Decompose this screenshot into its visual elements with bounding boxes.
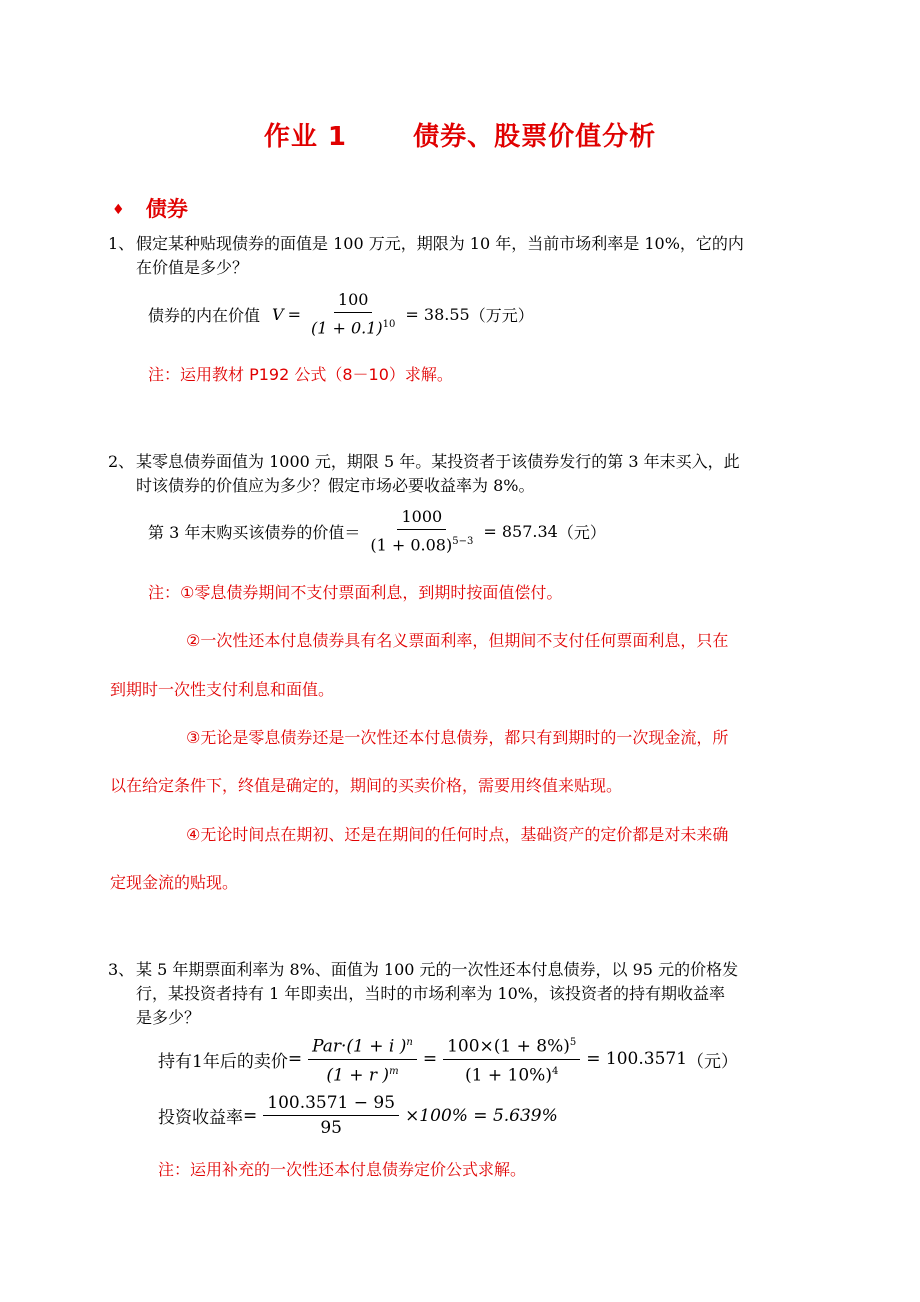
fraction-numerator: Par·(1 + i )$^n$ [308,1033,417,1060]
note-q2-2: ②一次性还本付息债券具有名义票面利率，但期间不支付任何票面利息，只在 [186,631,729,650]
question-text: 行，某投资者持有 1 年即卖出，当时的市场利率为 10%，该投资者的持有期收益率 [136,984,726,1003]
fraction-denominator: 95 [320,1118,342,1138]
note-q2-3: ③无论是零息债券还是一次性还本付息债券，都只有到期时的一次现金流，所 [186,728,729,747]
question-3 [108,958,814,1030]
question-1 [108,232,814,280]
formula-variable: V [272,304,284,324]
formula-fraction [307,290,399,338]
formula-result: = 100.3571 [586,1049,688,1070]
formula-equals: = [287,1049,303,1070]
note-q2-2-cont: 到期时一次性支付利息和面值。 [110,680,335,699]
formula-q2 [148,507,606,555]
formula-unit: （万元） [469,305,534,325]
formula-unit: （元） [687,1051,739,1072]
note-q3: 注：运用补充的一次性还本付息债券定价公式求解。 [158,1160,527,1179]
question-text: 时该债券的价值应为多少？假定市场必要收益率为 8%。 [136,476,535,495]
note-q2-4-cont: 定现金流的贴现。 [110,873,239,892]
formula-fraction [308,1033,417,1085]
question-text: 某 5 年期票面利率为 8%、面值为 100 元的一次性还本付息债券，以 95 元的价格发 [136,960,739,979]
formula-result: ×100% = 5.639% [405,1105,558,1126]
formula-label: 债券的内在价值 [148,305,261,325]
formula-q3-return [158,1093,558,1138]
question-number: 2、 [108,452,135,471]
formula-label: 投资收益率 [158,1108,243,1128]
question-2 [108,450,814,498]
formula-label: 持有1年后的卖价 [158,1051,288,1072]
formula-equals: = [422,1049,438,1070]
question-text: 是多少？ [136,1008,201,1027]
note-q2-3-cont: 以在给定条件下，终值是确定的，期间的买卖价格，需要用终值来贴现。 [110,776,623,795]
formula-equals: = [243,1105,258,1126]
fraction-numerator: 1000 [397,507,446,530]
formula-unit: （元） [557,522,606,542]
diamond-bullet-icon: ♦ [112,202,125,218]
note-q1: 注：运用教材 P192 公式（8－10）求解。 [148,365,453,384]
section-label: 债券 [145,197,188,221]
title-part2: 债券、股票价值分析 [413,122,657,152]
formula-q1 [148,290,534,338]
formula-q3-sale-price [158,1033,738,1085]
fraction-denominator: (1 + r )$^m$ [326,1065,399,1086]
fraction-denominator: $(1 + 0.08)^{5-3}$ [370,535,474,555]
formula-result: = 38.55 [405,304,470,324]
question-text: 某零息债券面值为 1000 元，期限 5 年。某投资者于该债券发行的第 3 年末买入，此 [136,452,740,471]
fraction-denominator: $(1 + 0.1)^{10}$ [310,318,396,338]
fraction-numerator: $100\times(1 + 8\%)^5$ [443,1033,580,1060]
section-heading [112,193,188,223]
fraction-numerator: 100 [334,290,373,313]
fraction-numerator: 100.3571 − 95 [263,1093,399,1116]
question-number: 3、 [108,960,135,979]
formula-fraction [263,1093,399,1138]
fraction-denominator: $(1 + 10\%)^4$ [465,1065,559,1086]
formula-fraction [366,507,477,555]
title-part1: 作业 1 [263,122,348,152]
question-text: 假定某种贴现债券的面值是 100 万元，期限为 10 年，当前市场利率是 10%，它的内 [136,234,744,253]
formula-result: = 857.34 [483,521,558,541]
question-text: 在价值是多少？ [136,258,249,277]
note-q2-4: ④无论时间点在期初、还是在期间的任何时点，基础资产的定价都是对未来确 [186,825,729,844]
formula-equals: = [287,304,301,324]
question-number: 1、 [108,234,135,253]
formula-label: 第 3 年末购买该债券的价值＝ [148,522,361,542]
document-title [0,116,920,153]
formula-fraction [443,1033,580,1085]
note-q2-1: 注：①零息债券期间不支付票面利息，到期时按面值偿付。 [148,583,563,602]
